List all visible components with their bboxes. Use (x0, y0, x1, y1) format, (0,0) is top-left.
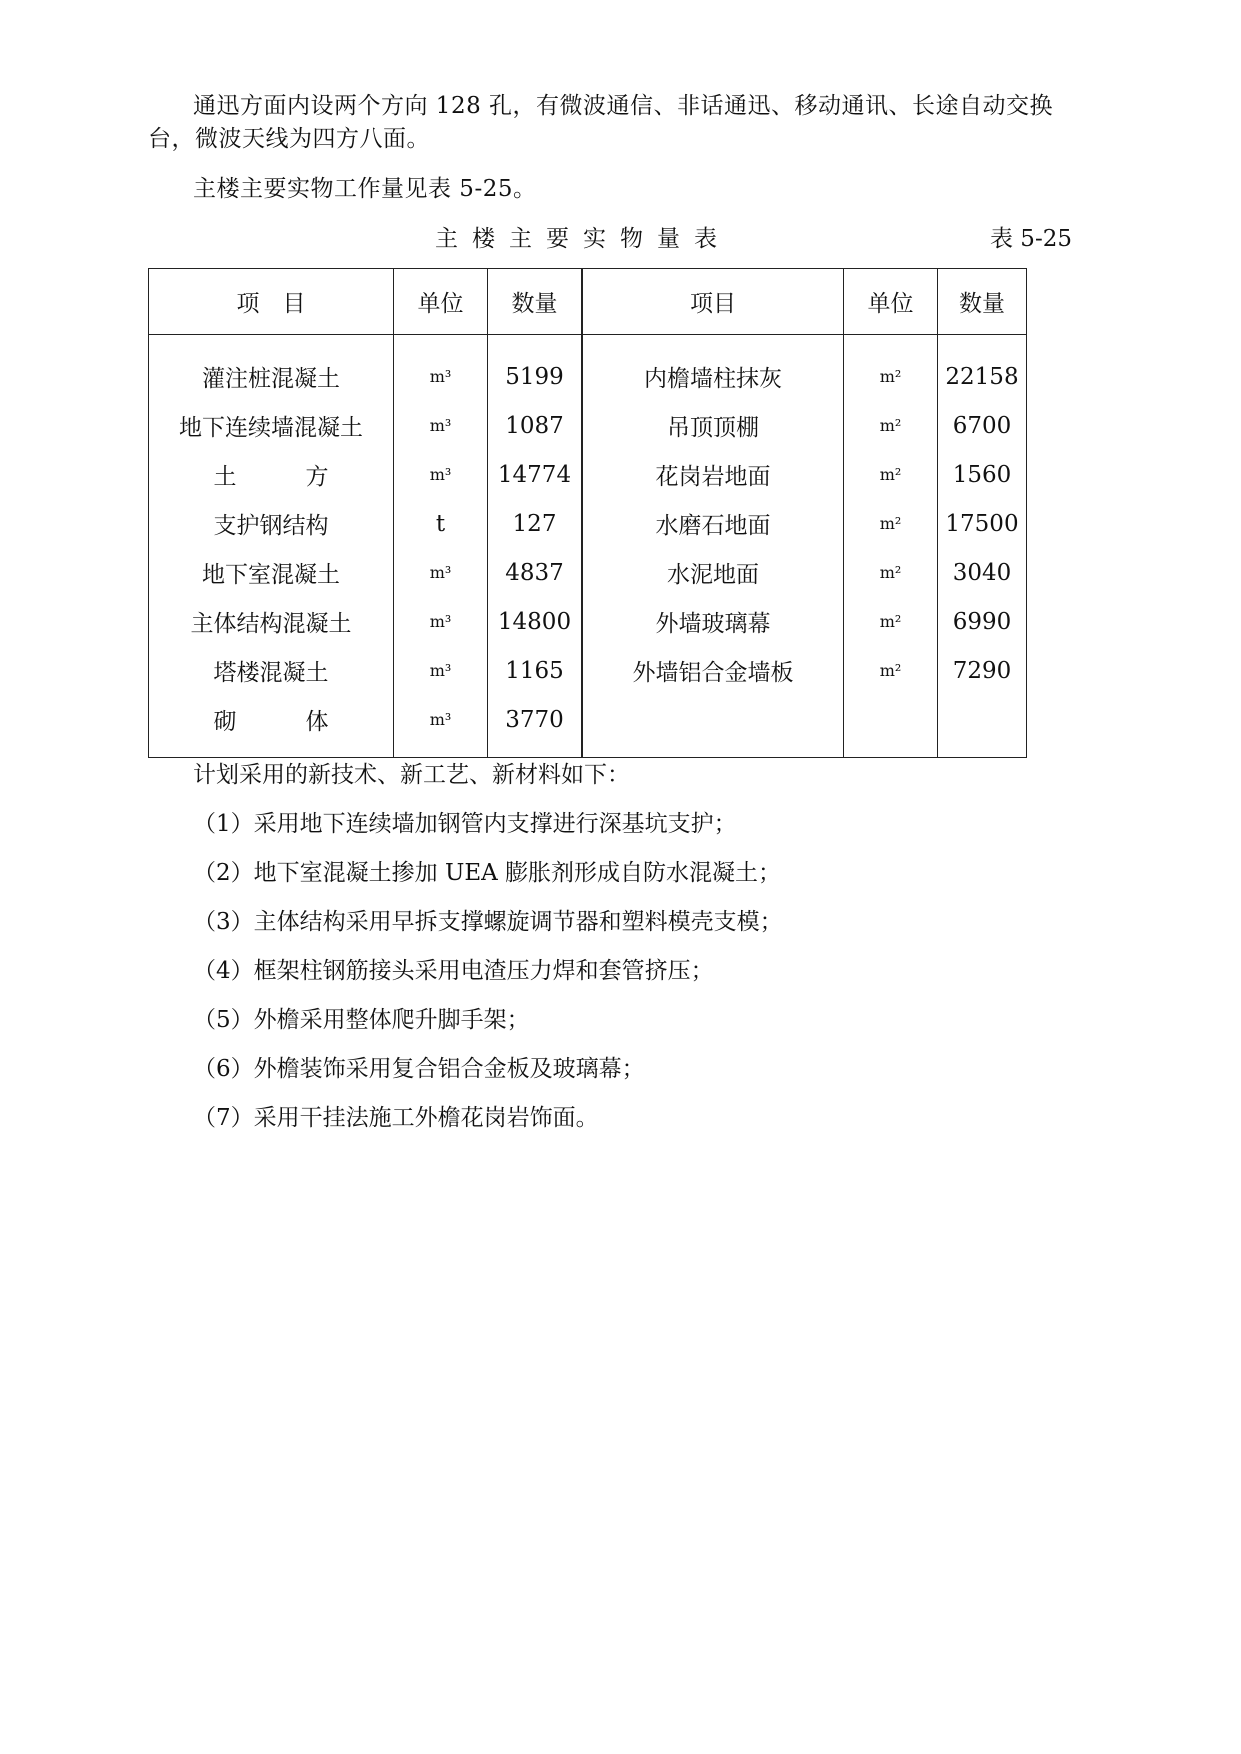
header-unit-left: 单位 (394, 269, 488, 335)
cell-item-right: 水磨石地面 (582, 499, 844, 548)
cell-item-left: 主体结构混凝土 (149, 597, 394, 646)
cell-unit-left: t (394, 499, 488, 548)
cell-unit-left: m³ (394, 450, 488, 499)
table-row (149, 597, 1027, 646)
cell-qty-right: 6700 (938, 401, 1027, 450)
cell-qty-right: 3040 (938, 548, 1027, 597)
cell-qty-left: 4837 (488, 548, 583, 597)
cell-unit-right (844, 695, 938, 758)
header-unit-right: 单位 (844, 269, 938, 335)
list-item: （2）地下室混凝土掺加 UEA 膨胀剂形成自防水混凝土； (193, 860, 782, 886)
header-qty-left: 数量 (488, 269, 583, 335)
cell-item-left: 土 方 (149, 450, 394, 499)
table-number: 表 5-25 (990, 226, 1072, 252)
list-item: （1）采用地下连续墙加钢管内支撑进行深基坑支护； (193, 811, 737, 837)
cell-item-right (582, 695, 844, 758)
cell-qty-right: 22158 (938, 335, 1027, 402)
header-qty-right: 数量 (938, 269, 1027, 335)
table-row (149, 450, 1027, 499)
header-item-right: 项目 (582, 269, 844, 335)
cell-unit-right: m² (844, 597, 938, 646)
cell-item-right: 花岗岩地面 (582, 450, 844, 499)
table-row (149, 335, 1027, 402)
new-technology-list (193, 757, 783, 1149)
cell-qty-left: 14800 (488, 597, 583, 646)
cell-item-left: 砌 体 (149, 695, 394, 758)
cell-qty-left: 1165 (488, 646, 583, 695)
cell-unit-left: m³ (394, 695, 488, 758)
cell-unit-right: m² (844, 548, 938, 597)
list-item: （5）外檐采用整体爬升脚手架； (193, 1007, 530, 1033)
table-row (149, 548, 1027, 597)
cell-qty-right: 7290 (938, 646, 1027, 695)
cell-item-left: 塔楼混凝土 (149, 646, 394, 695)
paragraph-communications-line1: 通迅方面内设两个方向 128 孔，有微波通信、非话通迅、移动通讯、长途自动交换 (193, 93, 1054, 119)
list-item: （3）主体结构采用早拆支撑螺旋调节器和塑料模壳支模； (193, 909, 783, 935)
paragraph-communications-line2: 台，微波天线为四方八面。 (148, 126, 430, 152)
list-item: （4）框架柱钢筋接头采用电渣压力焊和套管挤压； (193, 958, 714, 984)
cell-unit-left: m³ (394, 335, 488, 402)
cell-item-left: 地下室混凝土 (149, 548, 394, 597)
cell-unit-right: m² (844, 450, 938, 499)
cell-qty-right: 17500 (938, 499, 1027, 548)
cell-item-right: 内檐墙柱抹灰 (582, 335, 844, 402)
cell-unit-right: m² (844, 335, 938, 402)
cell-qty-right (938, 695, 1027, 758)
cell-item-right: 水泥地面 (582, 548, 844, 597)
cell-item-left: 地下连续墙混凝土 (149, 401, 394, 450)
cell-item-left: 支护钢结构 (149, 499, 394, 548)
table-row (149, 401, 1027, 450)
list-item: （6）外檐装饰采用复合铝合金板及玻璃幕； (193, 1056, 645, 1082)
cell-unit-left: m³ (394, 646, 488, 695)
cell-qty-left: 127 (488, 499, 583, 548)
cell-item-right: 外墙玻璃幕 (582, 597, 844, 646)
cell-unit-left: m³ (394, 597, 488, 646)
table-row (149, 646, 1027, 695)
quantity-table (148, 268, 1027, 758)
cell-unit-right: m² (844, 646, 938, 695)
list-item: （7）采用干挂法施工外檐花岗岩饰面。 (193, 1105, 599, 1131)
cell-unit-right: m² (844, 401, 938, 450)
cell-qty-left: 14774 (488, 450, 583, 499)
table-caption: 主楼主要实物量表 (435, 226, 731, 252)
cell-qty-left: 1087 (488, 401, 583, 450)
cell-unit-left: m³ (394, 401, 488, 450)
cell-qty-right: 1560 (938, 450, 1027, 499)
paragraph-table-reference: 主楼主要实物工作量见表 5-25。 (193, 176, 537, 202)
table-row (149, 695, 1027, 758)
header-item-left: 项 目 (149, 269, 394, 335)
cell-qty-left: 3770 (488, 695, 583, 758)
cell-item-right: 吊顶顶棚 (582, 401, 844, 450)
cell-unit-left: m³ (394, 548, 488, 597)
cell-unit-right: m² (844, 499, 938, 548)
cell-qty-left: 5199 (488, 335, 583, 402)
cell-item-right: 外墙铝合金墙板 (582, 646, 844, 695)
cell-item-left: 灌注桩混凝土 (149, 335, 394, 402)
table-header-row (149, 269, 1027, 335)
list-intro: 计划采用的新技术、新工艺、新材料如下： (193, 762, 630, 788)
table-row (149, 499, 1027, 548)
cell-qty-right: 6990 (938, 597, 1027, 646)
